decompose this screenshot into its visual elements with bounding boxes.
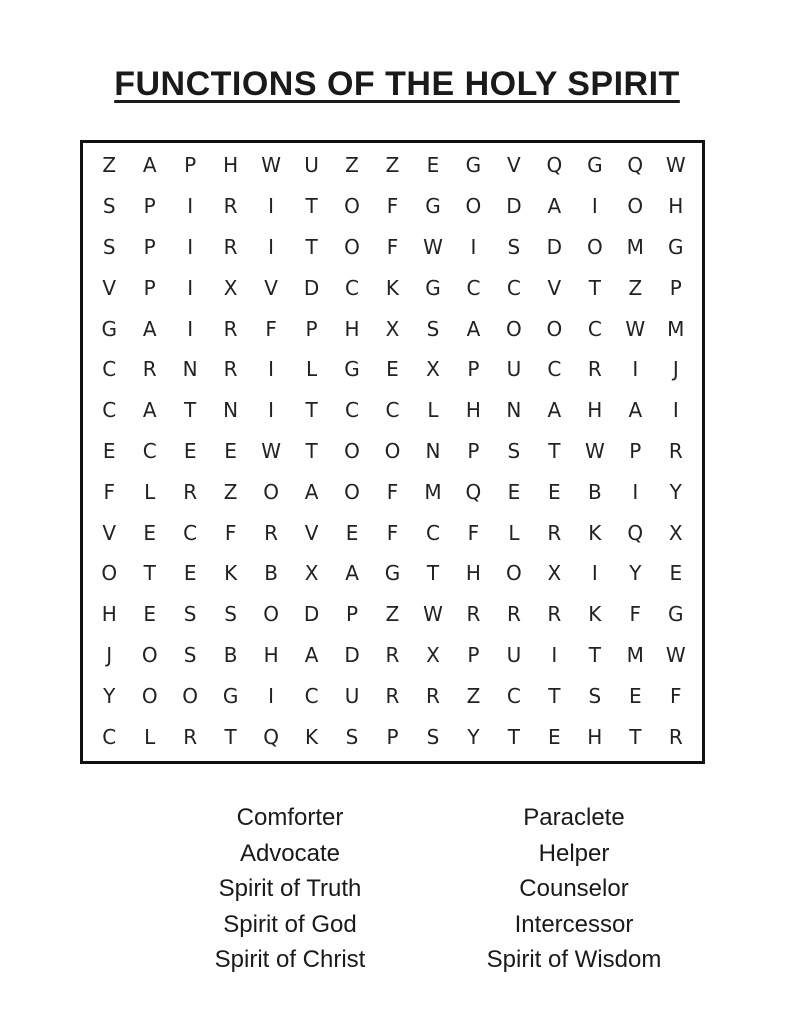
grid-letter-cell[interactable]: P: [346, 602, 359, 627]
grid-letter-cell[interactable]: X: [304, 561, 319, 586]
grid-letter-cell[interactable]: R: [547, 520, 562, 545]
grid-letter-cell[interactable]: E: [345, 520, 359, 545]
grid-letter-cell[interactable]: R: [506, 602, 521, 627]
grid-letter-cell[interactable]: R: [142, 357, 157, 382]
grid-letter-cell[interactable]: H: [101, 602, 117, 627]
grid-letter-cell[interactable]: S: [507, 234, 521, 259]
grid-letter-cell[interactable]: X: [223, 275, 238, 300]
grid-letter-cell[interactable]: F: [670, 683, 682, 708]
grid-letter-cell[interactable]: T: [426, 561, 440, 586]
grid-letter-cell[interactable]: J: [106, 642, 113, 667]
grid-letter-cell[interactable]: M: [626, 234, 644, 259]
grid-letter-cell[interactable]: V: [304, 520, 319, 545]
word-item: Spirit of Truth: [218, 875, 362, 902]
grid-letter-cell[interactable]: E: [143, 602, 156, 627]
grid-letter-cell[interactable]: I: [187, 316, 194, 341]
grid-letter-cell[interactable]: O: [344, 479, 360, 504]
grid-letter-cell[interactable]: Q: [546, 153, 563, 178]
grid-letter-cell[interactable]: Q: [627, 153, 644, 178]
grid-letter-cell[interactable]: E: [507, 479, 521, 504]
grid-letter-cell[interactable]: P: [669, 275, 682, 300]
grid-letter-cell[interactable]: C: [506, 275, 521, 300]
grid-letter-cell[interactable]: E: [548, 479, 561, 504]
grid-letter-cell[interactable]: H: [344, 316, 360, 341]
grid-letter-cell[interactable]: I: [187, 275, 194, 300]
grid-letter-cell[interactable]: W: [423, 602, 443, 627]
grid-letter-cell[interactable]: R: [223, 194, 238, 219]
word-search-grid: [80, 140, 705, 764]
grid-letter-cell[interactable]: L: [427, 398, 439, 423]
grid-letter-cell[interactable]: U: [304, 153, 319, 178]
grid-letter-cell[interactable]: M: [424, 479, 442, 504]
grid-letter-cell[interactable]: O: [344, 234, 360, 259]
grid-letter-cell[interactable]: O: [101, 561, 118, 586]
grid-letter-cell[interactable]: O: [506, 316, 522, 341]
grid-letter-cell[interactable]: U: [506, 642, 522, 667]
grid-letter-cell[interactable]: O: [586, 234, 603, 259]
grid-letter-cell[interactable]: P: [305, 316, 318, 341]
grid-letter-cell[interactable]: L: [144, 724, 156, 749]
grid-letter-cell[interactable]: I: [187, 234, 194, 259]
grid-letter-cell[interactable]: I: [672, 398, 679, 423]
grid-letter-cell[interactable]: O: [384, 438, 401, 463]
grid-letter-cell[interactable]: V: [102, 275, 117, 300]
grid-letter-cell[interactable]: G: [465, 153, 482, 178]
grid-letter-cell[interactable]: G: [384, 561, 401, 586]
grid-letter-cell[interactable]: F: [467, 520, 480, 545]
grid-letter-cell[interactable]: T: [184, 398, 197, 423]
grid-letter-cell[interactable]: N: [223, 398, 239, 423]
grid-letter-cell[interactable]: G: [344, 357, 360, 382]
grid-letter-cell[interactable]: T: [548, 438, 561, 463]
grid-letter-cell[interactable]: O: [141, 642, 158, 667]
grid-letter-cell[interactable]: I: [632, 479, 639, 504]
grid-letter-cell[interactable]: R: [183, 724, 198, 749]
grid-letter-cell[interactable]: U: [344, 683, 360, 708]
grid-letter-cell[interactable]: C: [466, 275, 481, 300]
grid-letter-cell[interactable]: Z: [385, 153, 400, 178]
grid-letter-cell[interactable]: S: [183, 642, 197, 667]
grid-letter-cell[interactable]: P: [467, 438, 480, 463]
grid-letter-cell[interactable]: L: [144, 479, 156, 504]
grid-letter-cell[interactable]: T: [588, 642, 601, 667]
grid-letter-cell[interactable]: T: [305, 438, 318, 463]
page-title: [0, 62, 794, 106]
grid-letter-cell[interactable]: E: [143, 520, 156, 545]
grid-letter-cell[interactable]: T: [224, 724, 237, 749]
grid-letter-cell[interactable]: G: [101, 316, 117, 341]
grid-letter-cell[interactable]: T: [588, 275, 601, 300]
grid-letter-cell[interactable]: X: [385, 316, 400, 341]
grid-letter-cell[interactable]: Y: [669, 479, 682, 504]
grid-letter-cell[interactable]: S: [102, 194, 116, 219]
grid-letter-cell[interactable]: D: [344, 642, 360, 667]
grid-letter-cell[interactable]: H: [587, 724, 603, 749]
grid-letter-cell[interactable]: O: [263, 602, 279, 627]
grid-letter-cell[interactable]: P: [386, 724, 399, 749]
grid-letter-cell[interactable]: Z: [385, 602, 400, 627]
grid-letter-cell[interactable]: F: [386, 234, 399, 259]
grid-letter-cell[interactable]: I: [268, 357, 275, 382]
grid-letter-cell[interactable]: Y: [467, 724, 480, 749]
grid-letter-cell[interactable]: K: [588, 520, 602, 545]
grid-letter-cell[interactable]: E: [628, 683, 642, 708]
grid-letter-cell[interactable]: P: [184, 153, 197, 178]
grid-letter-cell[interactable]: E: [548, 724, 561, 749]
word-item: Spirit of God: [223, 910, 357, 938]
grid-letter-cell[interactable]: F: [265, 316, 277, 341]
grid-letter-cell[interactable]: J: [672, 357, 679, 382]
grid-letter-cell[interactable]: Q: [465, 479, 482, 504]
grid-letter-cell[interactable]: M: [667, 316, 685, 341]
grid-letter-cell[interactable]: T: [305, 234, 318, 259]
grid-letter-cell[interactable]: W: [665, 642, 686, 667]
grid-letter-cell[interactable]: O: [344, 194, 360, 219]
grid-letter-cell[interactable]: S: [183, 602, 197, 627]
grid-letter-cell[interactable]: E: [426, 153, 440, 178]
grid-letter-cell[interactable]: C: [547, 357, 562, 382]
word-list: [0, 800, 794, 990]
grid-letter-cell[interactable]: I: [268, 683, 275, 708]
grid-letter-cell[interactable]: K: [385, 275, 400, 300]
grid-letter-cell[interactable]: B: [223, 642, 238, 667]
grid-letter-cell[interactable]: D: [506, 194, 522, 219]
grid-letter-cell[interactable]: F: [629, 602, 642, 627]
grid-letter-cell[interactable]: A: [304, 479, 319, 504]
grid-letter-cell[interactable]: S: [224, 602, 237, 627]
grid-letter-cell[interactable]: S: [426, 316, 440, 341]
grid-letter-cell[interactable]: E: [102, 438, 116, 463]
grid-letter-cell[interactable]: G: [668, 602, 684, 627]
grid-letter-cell[interactable]: R: [668, 724, 683, 749]
grid-letter-cell[interactable]: G: [222, 683, 239, 708]
grid-letter-cell[interactable]: A: [142, 316, 157, 341]
word-list-column-left: [160, 800, 420, 978]
grid-letter-cell[interactable]: I: [632, 357, 639, 382]
grid-letter-cell[interactable]: Z: [466, 683, 481, 708]
grid-letter-cell[interactable]: I: [268, 194, 275, 219]
grid-letter-cell[interactable]: F: [386, 520, 399, 545]
grid-letter-cell[interactable]: V: [507, 153, 521, 178]
grid-letter-cell[interactable]: I: [591, 561, 598, 586]
grid-letter-cell[interactable]: Z: [628, 275, 643, 300]
grid-letter-cell[interactable]: O: [627, 194, 644, 219]
grid-letter-cell[interactable]: E: [386, 357, 399, 382]
grid-letter-cell[interactable]: I: [268, 234, 275, 259]
grid-letter-cell[interactable]: E: [183, 438, 197, 463]
grid-letter-cell[interactable]: S: [507, 438, 521, 463]
grid-letter-cell[interactable]: I: [591, 194, 598, 219]
grid-letter-cell[interactable]: A: [142, 153, 157, 178]
grid-letter-cell[interactable]: W: [665, 153, 686, 178]
grid-letter-cell[interactable]: P: [143, 194, 156, 219]
grid-letter-cell[interactable]: Z: [223, 479, 238, 504]
grid-letter-cell[interactable]: Z: [345, 153, 359, 178]
grid-letter-cell[interactable]: G: [587, 153, 603, 178]
grid-letter-cell[interactable]: T: [629, 724, 642, 749]
grid-letter-cell[interactable]: A: [304, 642, 319, 667]
grid-letter-cell[interactable]: O: [182, 683, 199, 708]
grid-letter-cell[interactable]: H: [587, 398, 603, 423]
grid-letter-cell[interactable]: O: [263, 479, 279, 504]
grid-letter-cell[interactable]: P: [629, 438, 642, 463]
grid-letter-cell[interactable]: R: [385, 642, 400, 667]
grid-letter-cell[interactable]: V: [102, 520, 117, 545]
grid-letter-cell[interactable]: A: [345, 561, 359, 586]
grid-letter-cell[interactable]: N: [506, 398, 522, 423]
word-item: Advocate: [239, 839, 341, 867]
grid-letter-cell[interactable]: C: [102, 357, 117, 382]
grid-letter-cell[interactable]: X: [426, 642, 440, 667]
grid-letter-cell[interactable]: T: [143, 561, 156, 586]
grid-letter-cell[interactable]: F: [103, 479, 115, 504]
grid-letter-cell[interactable]: X: [668, 520, 683, 545]
grid-letter-cell[interactable]: C: [102, 724, 117, 749]
grid-letter-cell[interactable]: O: [141, 683, 158, 708]
grid-letter-cell[interactable]: P: [467, 642, 480, 667]
grid-letter-cell[interactable]: C: [587, 316, 602, 341]
grid-letter-cell[interactable]: A: [547, 194, 562, 219]
grid-letter-cell[interactable]: F: [386, 479, 399, 504]
grid-letter-cell[interactable]: Q: [263, 724, 279, 749]
grid-letter-cell[interactable]: X: [547, 561, 562, 586]
grid-letter-cell[interactable]: K: [588, 602, 602, 627]
grid-letter-cell[interactable]: F: [224, 520, 237, 545]
grid-letter-cell[interactable]: C: [304, 683, 319, 708]
grid-letter-cell[interactable]: E: [224, 438, 237, 463]
grid-letter-cell[interactable]: L: [508, 520, 520, 545]
grid-letter-cell[interactable]: R: [426, 683, 440, 708]
word-item: Intercessor: [514, 910, 634, 938]
grid-letter-cell[interactable]: C: [425, 520, 440, 545]
grid-letter-cell[interactable]: Y: [103, 683, 116, 708]
word-list-column-right: [444, 800, 704, 978]
grid-letter-cell[interactable]: R: [587, 357, 602, 382]
grid-letter-cell[interactable]: S: [426, 724, 440, 749]
grid-letter-cell[interactable]: S: [588, 683, 602, 708]
grid-letter-cell[interactable]: C: [345, 398, 360, 423]
grid-letter-cell[interactable]: R: [668, 438, 683, 463]
grid-letter-cell[interactable]: A: [628, 398, 643, 423]
grid-letter-cell[interactable]: E: [669, 561, 683, 586]
grid-letter-cell[interactable]: S: [345, 724, 359, 749]
grid-letter-cell[interactable]: D: [303, 602, 320, 627]
grid-letter-cell[interactable]: W: [625, 316, 646, 341]
grid-letter-cell[interactable]: T: [507, 724, 520, 749]
grid-letter-cell[interactable]: H: [465, 561, 481, 586]
grid-letter-cell[interactable]: D: [303, 275, 320, 300]
grid-letter-cell[interactable]: R: [385, 683, 400, 708]
grid-letter-cell[interactable]: G: [425, 194, 441, 219]
grid-letter-cell[interactable]: C: [345, 275, 360, 300]
grid-letter-cell[interactable]: H: [263, 642, 279, 667]
grid-letter-cell[interactable]: R: [223, 357, 238, 382]
grid-letter-cell[interactable]: X: [426, 357, 440, 382]
grid-letter-cell[interactable]: V: [547, 275, 562, 300]
grid-letter-cell[interactable]: Z: [102, 153, 117, 178]
grid-letter-cell[interactable]: C: [183, 520, 198, 545]
grid-letter-cell[interactable]: O: [546, 316, 563, 341]
grid-letter-cell[interactable]: V: [264, 275, 278, 300]
grid-letter-cell[interactable]: W: [423, 234, 443, 259]
grid-letter-cell[interactable]: T: [305, 398, 318, 423]
grid-letter-cell[interactable]: H: [465, 398, 481, 423]
word-item: Comforter: [236, 804, 344, 831]
grid-letter-cell[interactable]: W: [261, 153, 281, 178]
page-title-text: FUNCTIONS OF THE HOLY SPIRIT: [114, 65, 680, 103]
word-item: Spirit of Wisdom: [486, 946, 662, 973]
grid-letter-cell[interactable]: I: [187, 194, 194, 219]
grid-letter-cell[interactable]: S: [102, 234, 116, 259]
word-item: Counselor: [519, 875, 629, 902]
grid-letter-cell[interactable]: P: [143, 275, 156, 300]
grid-letter-cell[interactable]: W: [261, 438, 281, 463]
grid-letter-cell[interactable]: N: [425, 438, 441, 463]
grid-letter-cell[interactable]: B: [587, 479, 602, 504]
grid-letter-cell[interactable]: T: [548, 683, 561, 708]
grid-letter-cell[interactable]: A: [466, 316, 481, 341]
grid-letter-cell[interactable]: C: [102, 398, 117, 423]
grid-letter-cell[interactable]: W: [584, 438, 605, 463]
grid-letter-cell[interactable]: G: [425, 275, 441, 300]
grid-letter-cell[interactable]: Y: [629, 561, 642, 586]
grid-letter-cell[interactable]: P: [143, 234, 156, 259]
grid-letter-cell[interactable]: H: [668, 194, 684, 219]
grid-letter-cell[interactable]: F: [386, 194, 399, 219]
grid-letter-cell[interactable]: P: [467, 357, 480, 382]
grid-letter-cell[interactable]: G: [668, 234, 684, 259]
grid-letter-cell[interactable]: T: [305, 194, 318, 219]
grid-letter-cell[interactable]: R: [466, 602, 481, 627]
grid-letter-cell[interactable]: E: [183, 561, 197, 586]
grid-letter-cell[interactable]: N: [182, 357, 198, 382]
grid-letter-cell[interactable]: R: [223, 234, 238, 259]
word-item: Paraclete: [523, 804, 625, 831]
grid-letter-cell[interactable]: A: [547, 398, 562, 423]
grid-letter-cell[interactable]: H: [223, 153, 239, 178]
grid-letter-cell[interactable]: L: [305, 357, 318, 382]
grid-letter-cell[interactable]: O: [344, 438, 360, 463]
grid-letter-cell[interactable]: M: [626, 642, 644, 667]
grid-letter-cell[interactable]: I: [470, 234, 477, 259]
grid-letter-cell[interactable]: O: [506, 561, 522, 586]
grid-letter-cell[interactable]: R: [183, 479, 198, 504]
word-item: Helper: [538, 839, 610, 867]
grid-letter-cell[interactable]: K: [305, 724, 319, 749]
grid-letter-cell[interactable]: A: [142, 398, 157, 423]
grid-letter-cell[interactable]: R: [264, 520, 279, 545]
grid-letter-cell[interactable]: U: [506, 357, 522, 382]
grid-letter-cell[interactable]: C: [506, 683, 521, 708]
grid-letter-cell[interactable]: O: [465, 194, 482, 219]
grid-letter-cell[interactable]: I: [268, 398, 275, 423]
word-item: Spirit of Christ: [214, 946, 366, 973]
grid-letter-cell[interactable]: D: [546, 234, 563, 259]
grid-letter-cell[interactable]: I: [551, 642, 558, 667]
grid-letter-cell[interactable]: C: [142, 438, 157, 463]
grid-letter-cell[interactable]: R: [547, 602, 562, 627]
grid-letter-cell[interactable]: B: [264, 561, 278, 586]
grid-letter-cell[interactable]: C: [385, 398, 400, 423]
grid-letter-cell[interactable]: Q: [627, 520, 644, 545]
grid-letter-cell[interactable]: R: [223, 316, 238, 341]
grid-letter-cell[interactable]: K: [224, 561, 238, 586]
